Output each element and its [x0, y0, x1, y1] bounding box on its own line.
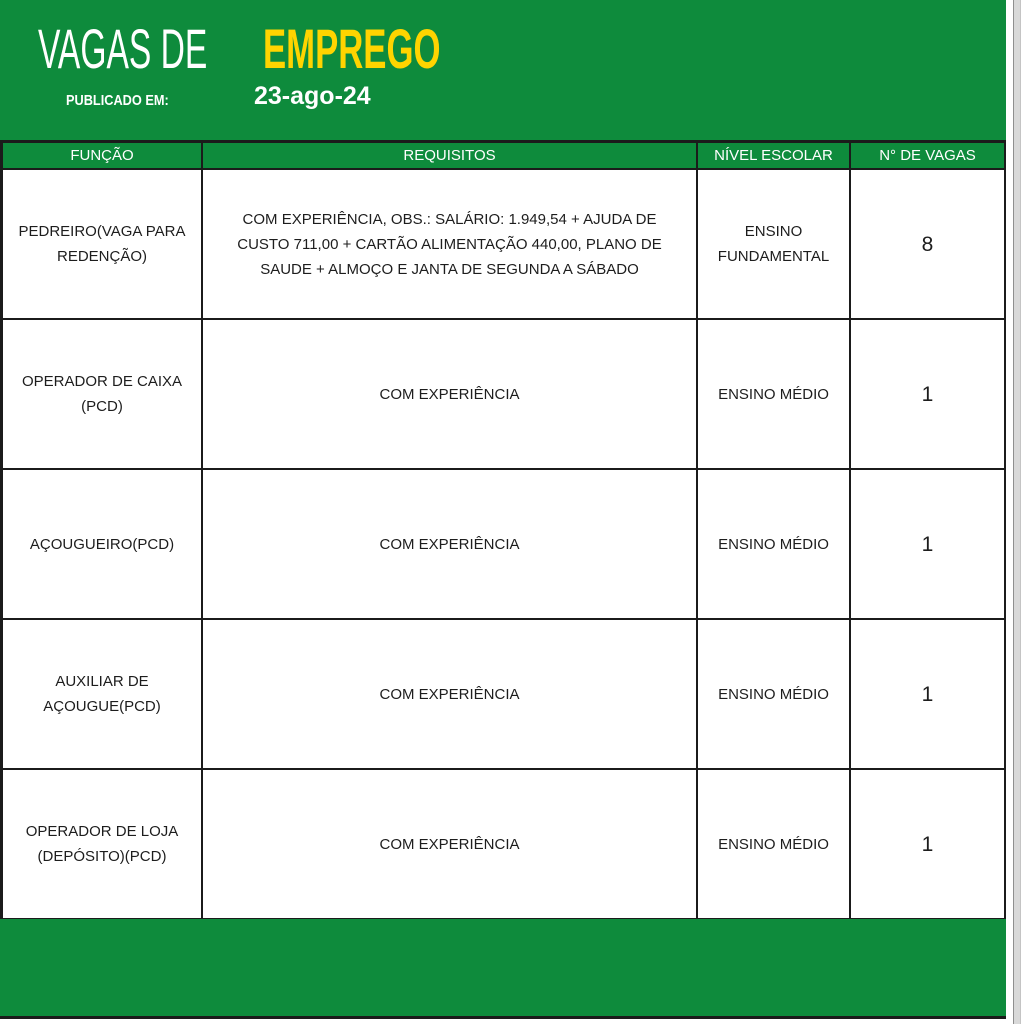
published-date: 23-ago-24	[254, 82, 371, 110]
table-header-row	[3, 143, 1006, 170]
page-title-part1: VAGAS DE	[38, 17, 208, 80]
table-row	[3, 770, 1006, 920]
cell-vagas: 1	[851, 770, 1006, 920]
table-row	[3, 320, 1006, 470]
column-header-n-de-vagas: N° DE VAGAS	[851, 143, 1006, 170]
cell-funcao: AUXILIAR DE AÇOUGUE(PCD)	[3, 620, 203, 770]
cell-nivel-escolar: ENSINO FUNDAMENTAL	[698, 170, 851, 320]
cell-funcao: PEDREIRO(VAGA PARA REDENÇÃO)	[3, 170, 203, 320]
cell-nivel-escolar: ENSINO MÉDIO	[698, 470, 851, 620]
footer-bar	[0, 919, 1006, 1019]
cell-vagas: 1	[851, 470, 1006, 620]
cell-vagas: 1	[851, 620, 1006, 770]
column-header-funcao: FUNÇÃO	[3, 143, 203, 170]
cell-vagas: 8	[851, 170, 1006, 320]
cell-nivel-escolar: ENSINO MÉDIO	[698, 620, 851, 770]
cell-funcao: OPERADOR DE CAIXA (PCD)	[3, 320, 203, 470]
table-row	[3, 470, 1006, 620]
cell-requisitos: COM EXPERIÊNCIA	[203, 770, 698, 920]
cell-requisitos: COM EXPERIÊNCIA, OBS.: SALÁRIO: 1.949,54 + AJUDA DE CUSTO 711,00 + CARTÃO ALIMENTAÇÃO 440,00, PLANO DE SAUDE + ALMOÇO E JANTA DE SEGUNDA A SÁBADO	[203, 170, 698, 320]
cell-nivel-escolar: ENSINO MÉDIO	[698, 320, 851, 470]
table-row	[3, 170, 1006, 320]
column-header-requisitos: REQUISITOS	[203, 143, 698, 170]
column-header-nivel-escolar: NÍVEL ESCOLAR	[698, 143, 851, 170]
cell-requisitos: COM EXPERIÊNCIA	[203, 620, 698, 770]
cell-requisitos: COM EXPERIÊNCIA	[203, 320, 698, 470]
page-title-part2: EMPREGO	[263, 17, 441, 80]
jobs-table	[0, 140, 1006, 920]
header-banner	[0, 0, 1008, 140]
right-page-edge	[1006, 0, 1024, 1024]
cell-vagas: 1	[851, 320, 1006, 470]
cell-funcao: OPERADOR DE LOJA (DEPÓSITO)(PCD)	[3, 770, 203, 920]
published-label: PUBLICADO EM:	[66, 92, 169, 109]
cell-funcao: AÇOUGUEIRO(PCD)	[3, 470, 203, 620]
table-row	[3, 620, 1006, 770]
cell-nivel-escolar: ENSINO MÉDIO	[698, 770, 851, 920]
cell-requisitos: COM EXPERIÊNCIA	[203, 470, 698, 620]
